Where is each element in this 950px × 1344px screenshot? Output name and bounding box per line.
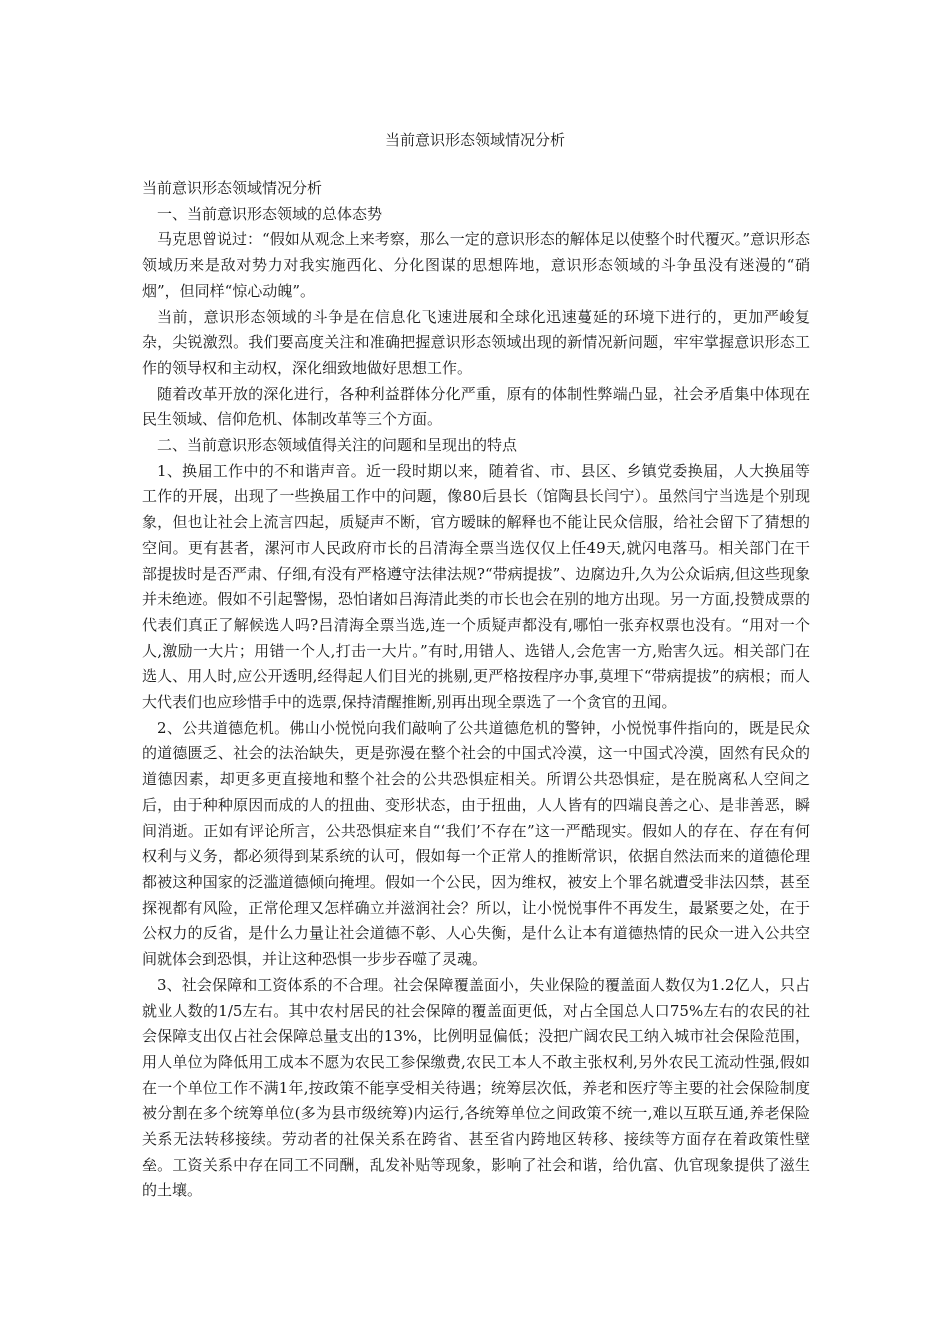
section-heading-2: 二、当前意识形态领域值得关注的问题和呈现出的特点 xyxy=(157,436,518,455)
body-paragraph: 3、社会保障和工资体系的不合理。社会保障覆盖面小，失业保险的覆盖面人数仅为1.2亿人，只占就业人数的1/5左右。其中农村居民的社会保障的覆盖面更低，对占全国总人口75%左右的农民的社会保障支出仅占社会保障总量支出的13%，比例明显偏低；没把广阔农民工纳入城市社会保险范围，用人单位为降低用工成本不愿为农民工参保缴费,农民工本人不敢主张权利,另外农民工流动性强,假如在一个单位工作不满1年,按政策不能享受相关待遇；统筹层次低，养老和医疗等主要的社会保险制度被分割在多个统筹单位(多为县市级统筹)内运行,各统筹单位之间政策不统一,难以互联互通,养老保险关系无法转移接续。劳动者的社保关系在跨省、甚至省内跨地区转移、接续等方面存在着政策性壁垒。工资关系中存在同工不同酬，乱发补贴等现象，影响了社会和谐，给仇富、仇官现象提供了滋生的土壤。 xyxy=(142,975,810,1200)
section-heading-1: 一、当前意识形态领域的总体态势 xyxy=(157,204,383,223)
document-title: 当前意识形态领域情况分析 xyxy=(384,131,565,149)
body-paragraph: 随着改革开放的深化进行，各种利益群体分化严重，原有的体制性弊端凸显，社会矛盾集中体现在民生领域、信仰危机、体制改革等三个方面。 xyxy=(142,384,810,429)
document-body xyxy=(142,176,810,1204)
body-paragraph: 1、换届工作中的不和谐声音。近一段时期以来，随着省、市、县区、乡镇党委换届，人大换届等工作的开展，出现了一些换届工作中的问题，像80后县长（馆陶县长闫宁）。虽然闫宁当选是个别现象，但也让社会上流言四起，质疑声不断，官方暧昧的解释也不能让民众信服，给社会留下了猜想的空间。更有甚者，漯河市人民政府市长的吕清海全票当选仅仅上任49天,就闪电落马。相关部门在干部提拔时是否严肃、仔细,有没有严格遵守法律法规?“带病提拔”、边腐边升,久为公众诟病,但这些现象并未绝迹。假如不引起警惕，恐怕诸如吕海清此类的市长也会在别的地方出现。另一方面,投赞成票的代表们真正了解候选人吗?吕清海全票当选,连一个质疑声都没有,哪怕一张弃权票也没有。“用对一个人,激励一大片；用错一个人,打击一大片。”有时,用错人、选错人,会危害一方,贻害久远。相关部门在选人、用人时,应公开透明,经得起人们目光的挑剔,更严格按程序办事,莫埋下“带病提拔”的病根；而人大代表们也应珍惜手中的选票,保持清醒推断,别再出现全票选了一个贪官的丑闻。 xyxy=(142,461,810,712)
subtitle-paragraph: 当前意识形态领域情况分析 xyxy=(142,179,323,197)
body-paragraph: 2、公共道德危机。佛山小悦悦向我们敲响了公共道德危机的警钟，小悦悦事件指向的，既是民众的道德匮乏、社会的法治缺失，更是弥漫在整个社会的中国式冷漠，这一中国式冷漠，固然有民众的道德因素，却更多更直接地和整个社会的公共恐惧症相关。所谓公共恐惧症，是在脱离私人空间之后，由于种种原因而成的人的扭曲、变形状态，由于扭曲，人人皆有的四端良善之心、是非善恶，瞬间消逝。正如有评论所言，公共恐惧症来自“‘我们’不存在”这一严酷现实。假如人的存在、存在有何权利与义务，都必须得到某系统的认可，假如每一个正常人的推断常识，依据自然法而来的道德伦理都被这种国家的泛滥道德倾向掩埋。假如一个公民，因为维权，被安上个罪名就遭受非法囚禁，甚至探视都有风险，正常伦理又怎样确立并滋润社会？所以，让小悦悦事件不再发生，最紧要之处，在于公权力的反省，是什么力量让社会道德不彰、人心失衡，是什么让本有道德热情的民众一进入公共空间就体会到恐惧，并让这种恐惧一步步吞噬了灵魂。 xyxy=(142,718,810,969)
body-paragraph: 当前，意识形态领域的斗争是在信息化飞速进展和全球化迅速蔓延的环境下进行的，更加严峻复杂，尖锐激烈。我们要高度关注和准确把握意识形态领域出现的新情况新问题，牢牢掌握意识形态工作的领导权和主动权，深化细致地做好思想工作。 xyxy=(142,307,810,377)
body-paragraph: 马克思曾说过：“假如从观念上来考察，那么一定的意识形态的解体足以使整个时代覆灭。”意识形态领域历来是敌对势力对我实施西化、分化图谋的思想阵地，意识形态领域的斗争虽没有迷漫的“硝烟”，但同样“惊心动魄”。 xyxy=(142,230,810,300)
